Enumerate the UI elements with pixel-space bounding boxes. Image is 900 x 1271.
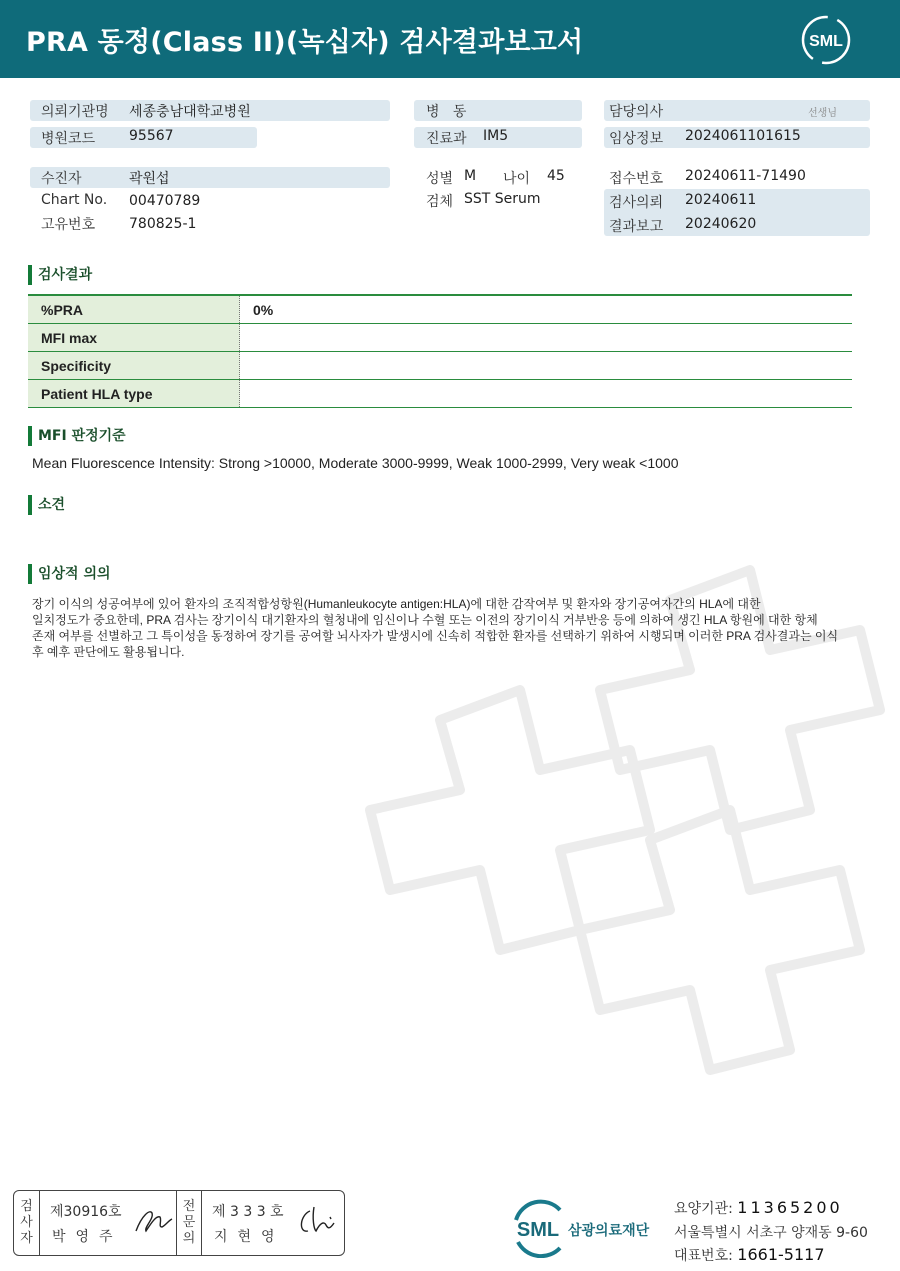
inspector-number: 제30916호 bbox=[50, 1204, 122, 1220]
report-title: PRA 동정(Class II)(녹십자) 검사결과보고서 bbox=[26, 27, 584, 58]
patient-value: 곽원섭 bbox=[129, 171, 170, 187]
institution-label: 의뢰기관명 bbox=[41, 104, 109, 120]
doctor-label: 담당의사 bbox=[609, 104, 664, 120]
specialist-label: 전 문 의 bbox=[176, 1191, 202, 1255]
svg-text:삼광의료재단: 삼광의료재단 bbox=[568, 1223, 650, 1239]
specimen-value: SST Serum bbox=[464, 191, 541, 207]
signature-box bbox=[13, 1190, 345, 1256]
result-value bbox=[240, 352, 852, 379]
report-header bbox=[0, 0, 900, 78]
specialist-number: 제 3 3 3 호 bbox=[212, 1204, 284, 1220]
clinical-info-label: 임상정보 bbox=[609, 131, 664, 147]
unique-label: 고유번호 bbox=[41, 217, 96, 233]
sex-value: M bbox=[464, 168, 477, 184]
phone: 대표번호: 1661-5117 bbox=[674, 1245, 825, 1264]
address: 서울특별시 서초구 양재동 9-60 bbox=[674, 1225, 868, 1241]
table-row bbox=[28, 352, 852, 380]
dept-value: IM5 bbox=[483, 128, 509, 144]
table-row bbox=[28, 324, 852, 352]
table-row bbox=[28, 380, 852, 408]
dept-label: 진료과 bbox=[426, 131, 467, 147]
sml-footer-logo-icon bbox=[508, 1198, 663, 1258]
inspector-signature bbox=[132, 1205, 176, 1239]
doctor-suffix: 선생님 bbox=[808, 108, 837, 119]
age-value: 45 bbox=[547, 168, 565, 184]
hospital-code-value: 95567 bbox=[129, 128, 174, 144]
result-label: Specificity bbox=[28, 352, 240, 379]
clinical-significance-text: 장기 이식의 성공여부에 있어 환자의 조직적합성항원(Humanleukocyte antigen:HLA)에 대한 감작여부 및 환자와 장기공여자간의 HLA에 대한 일치정도가 중요한데, PRA 검사는 장기이식 대기환자의 혈청내에 임신이나 수혈 또는 이전의 장기이식 거부반응 등에 의하여 생긴 HLA 항원에 대한 항체 존재 여부를 선별하고 그 특이성을 동정하여 장기를 공여할 뇌사자가 발생시에 신속히 적합한 환자를 선택하기 위하여 시행되며 이러한 PRA 검사결과는 이식 후 예후 판단에도 활용됩니다. bbox=[32, 597, 839, 659]
specialist-signature bbox=[294, 1203, 340, 1241]
result-label: Patient HLA type bbox=[28, 380, 240, 407]
svg-text:SML: SML bbox=[809, 33, 843, 50]
patient-label: 수진자 bbox=[41, 171, 82, 187]
opinion-section-title: 소견 bbox=[28, 494, 65, 516]
specimen-label: 검체 bbox=[426, 194, 454, 210]
ward-label: 병 동 bbox=[426, 104, 467, 120]
unique-value: 780825-1 bbox=[129, 216, 197, 232]
receipt-label: 접수번호 bbox=[609, 171, 664, 187]
mfi-section-title: MFI 판정기준 bbox=[28, 425, 126, 447]
receipt-value: 20240611-71490 bbox=[685, 168, 806, 184]
results-section-title: 검사결과 bbox=[28, 264, 92, 286]
institution-code: 요양기관: 11365200 bbox=[674, 1198, 843, 1217]
specialist-name: 지현영 bbox=[214, 1229, 285, 1245]
clinical-section-title: 임상적 의의 bbox=[28, 563, 111, 585]
request-value: 20240611 bbox=[685, 192, 757, 208]
chart-value: 00470789 bbox=[129, 193, 201, 209]
institution-value: 세종충남대학교병원 bbox=[129, 104, 251, 120]
sml-logo-icon bbox=[800, 14, 852, 66]
age-label: 나이 bbox=[503, 171, 531, 187]
request-label: 검사의뢰 bbox=[609, 195, 664, 211]
mfi-criteria-text: Mean Fluorescence Intensity: Strong >10000, Moderate 3000-9999, Weak 1000-2999, Very weak <1000 bbox=[32, 455, 679, 471]
hospital-code-label: 병원코드 bbox=[41, 131, 96, 147]
result-value: 0% bbox=[253, 302, 274, 318]
svg-text:SML: SML bbox=[516, 1219, 560, 1241]
clinical-info-value: 2024061101615 bbox=[685, 128, 801, 144]
table-row bbox=[28, 296, 852, 324]
report-value: 20240620 bbox=[685, 216, 757, 232]
results-table bbox=[28, 294, 852, 408]
result-label: MFI max bbox=[28, 324, 240, 351]
inspector-label: 검 사 자 bbox=[14, 1191, 40, 1255]
result-value bbox=[240, 380, 852, 407]
sex-label: 성별 bbox=[426, 171, 454, 187]
result-label: %PRA bbox=[28, 296, 240, 323]
report-label: 결과보고 bbox=[609, 219, 664, 235]
patient-row-bg bbox=[30, 167, 390, 188]
inspector-name: 박영주 bbox=[52, 1229, 123, 1245]
chart-label: Chart No. bbox=[41, 192, 108, 208]
result-value bbox=[240, 324, 852, 351]
